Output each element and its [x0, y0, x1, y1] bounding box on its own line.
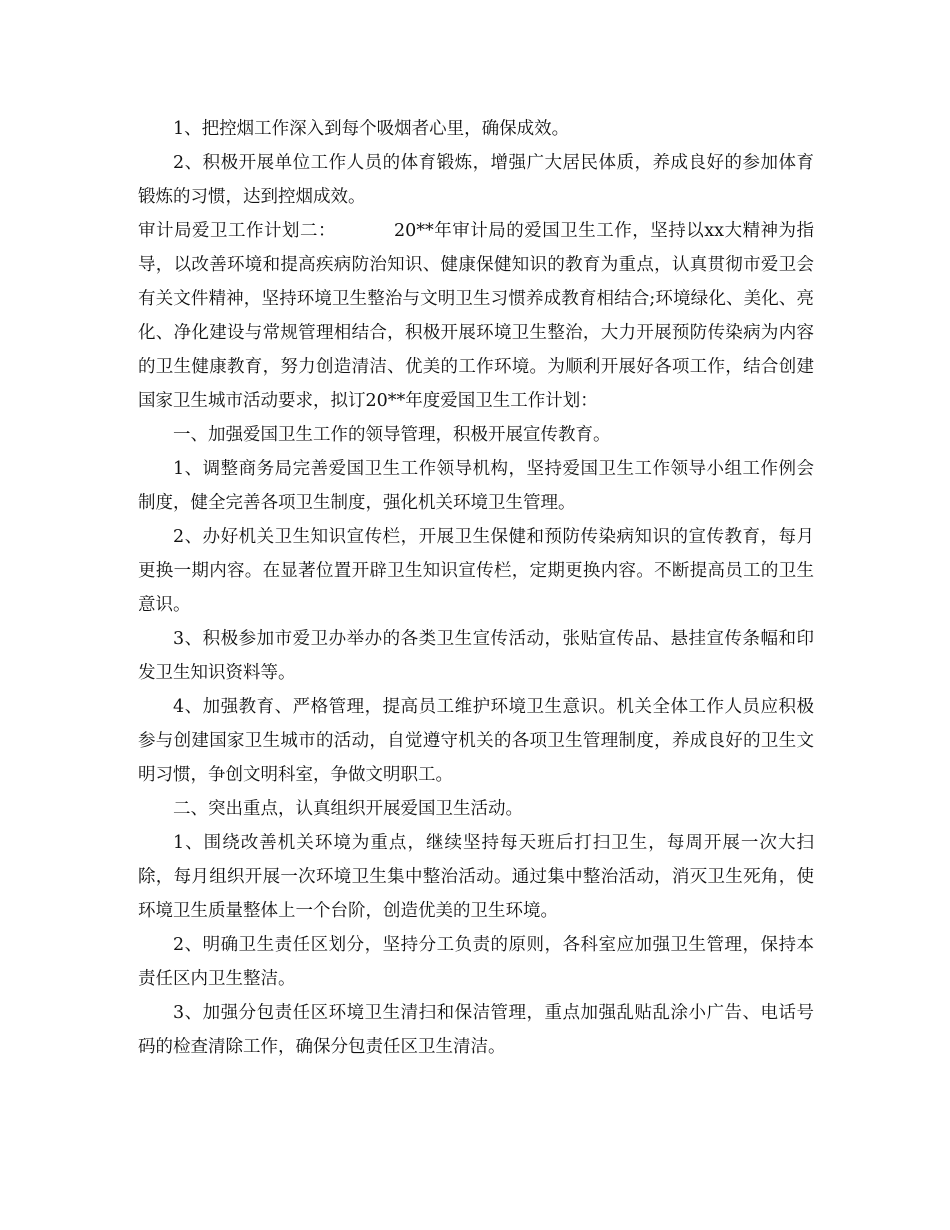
section-heading-one: 一、加强爱国卫生工作的领导管理，积极开展宣传教育。 — [173, 425, 611, 445]
paragraph-smoking-control-2: 2、积极开展单位工作人员的体育锻炼，增强广大居民体质，养成良好的参加体育锻炼的习惯，达到控烟成效。 — [138, 153, 814, 207]
section-one-item-1: 1、调整商务局完善爱国卫生工作领导机构，坚持爱国卫生工作领导小组工作例会制度，健全完善各项卫生制度，强化机关环境卫生管理。 — [138, 459, 814, 513]
paragraph-smoking-control-1: 1、把控烟工作深入到每个吸烟者心里，确保成效。 — [173, 119, 570, 139]
section-heading-two: 二、突出重点，认真组织开展爱国卫生活动。 — [173, 799, 523, 819]
plan-two-text: 20**年审计局的爱国卫生工作，坚持以xx大精神为指导，以改善环境和提高疾病防治知识、健康保健知识的教育为重点，认真贯彻市爱卫会有关文件精神，坚持环境卫生整治与文明卫生习惯养成教育相结合;环境绿化、美化、亮化、净化建设与常规管理相结合，积极开展环境卫生整治，大力开展预防传染病为内容的卫生健康教育，努力创造清洁、优美的工作环境。为顺利开展好各项工作，结合创建国家卫生城市活动要求，拟订20**年度爱国卫生工作计划： — [138, 221, 814, 411]
section-two-item-1: 1、围绕改善机关环境为重点，继续坚持每天班后打扫卫生，每周开展一次大扫除，每月组织开展一次环境卫生集中整治活动。通过集中整治活动，消灭卫生死角，使环境卫生质量整体上一个台阶，创造优美的卫生环境。 — [138, 833, 814, 921]
section-one-item-3: 3、积极参加市爱卫办举办的各类卫生宣传活动，张贴宣传品、悬挂宣传条幅和印发卫生知识资料等。 — [138, 629, 814, 683]
section-one-item-2: 2、办好机关卫生知识宣传栏，开展卫生保健和预防传染病知识的宣传教育，每月更换一期内容。在显著位置开辟卫生知识宣传栏，定期更换内容。不断提高员工的卫生意识。 — [138, 527, 814, 615]
section-two-item-3: 3、加强分包责任区环境卫生清扫和保洁管理，重点加强乱贴乱涂小广告、电话号码的检查清除工作，确保分包责任区卫生清洁。 — [138, 1003, 814, 1057]
paragraph-plan-two — [138, 214, 814, 418]
plan-two-label: 审计局爱卫工作计划二： — [138, 221, 336, 241]
section-two-item-2: 2、明确卫生责任区划分，坚持分工负责的原则，各科室应加强卫生管理，保持本责任区内卫生整洁。 — [138, 935, 814, 989]
document-body — [138, 112, 814, 1064]
section-one-item-4: 4、加强教育、严格管理，提高员工维护环境卫生意识。机关全体工作人员应积极参与创建国家卫生城市的活动，自觉遵守机关的各项卫生管理制度，养成良好的卫生文明习惯，争创文明科室，争做文明职工。 — [138, 697, 814, 785]
